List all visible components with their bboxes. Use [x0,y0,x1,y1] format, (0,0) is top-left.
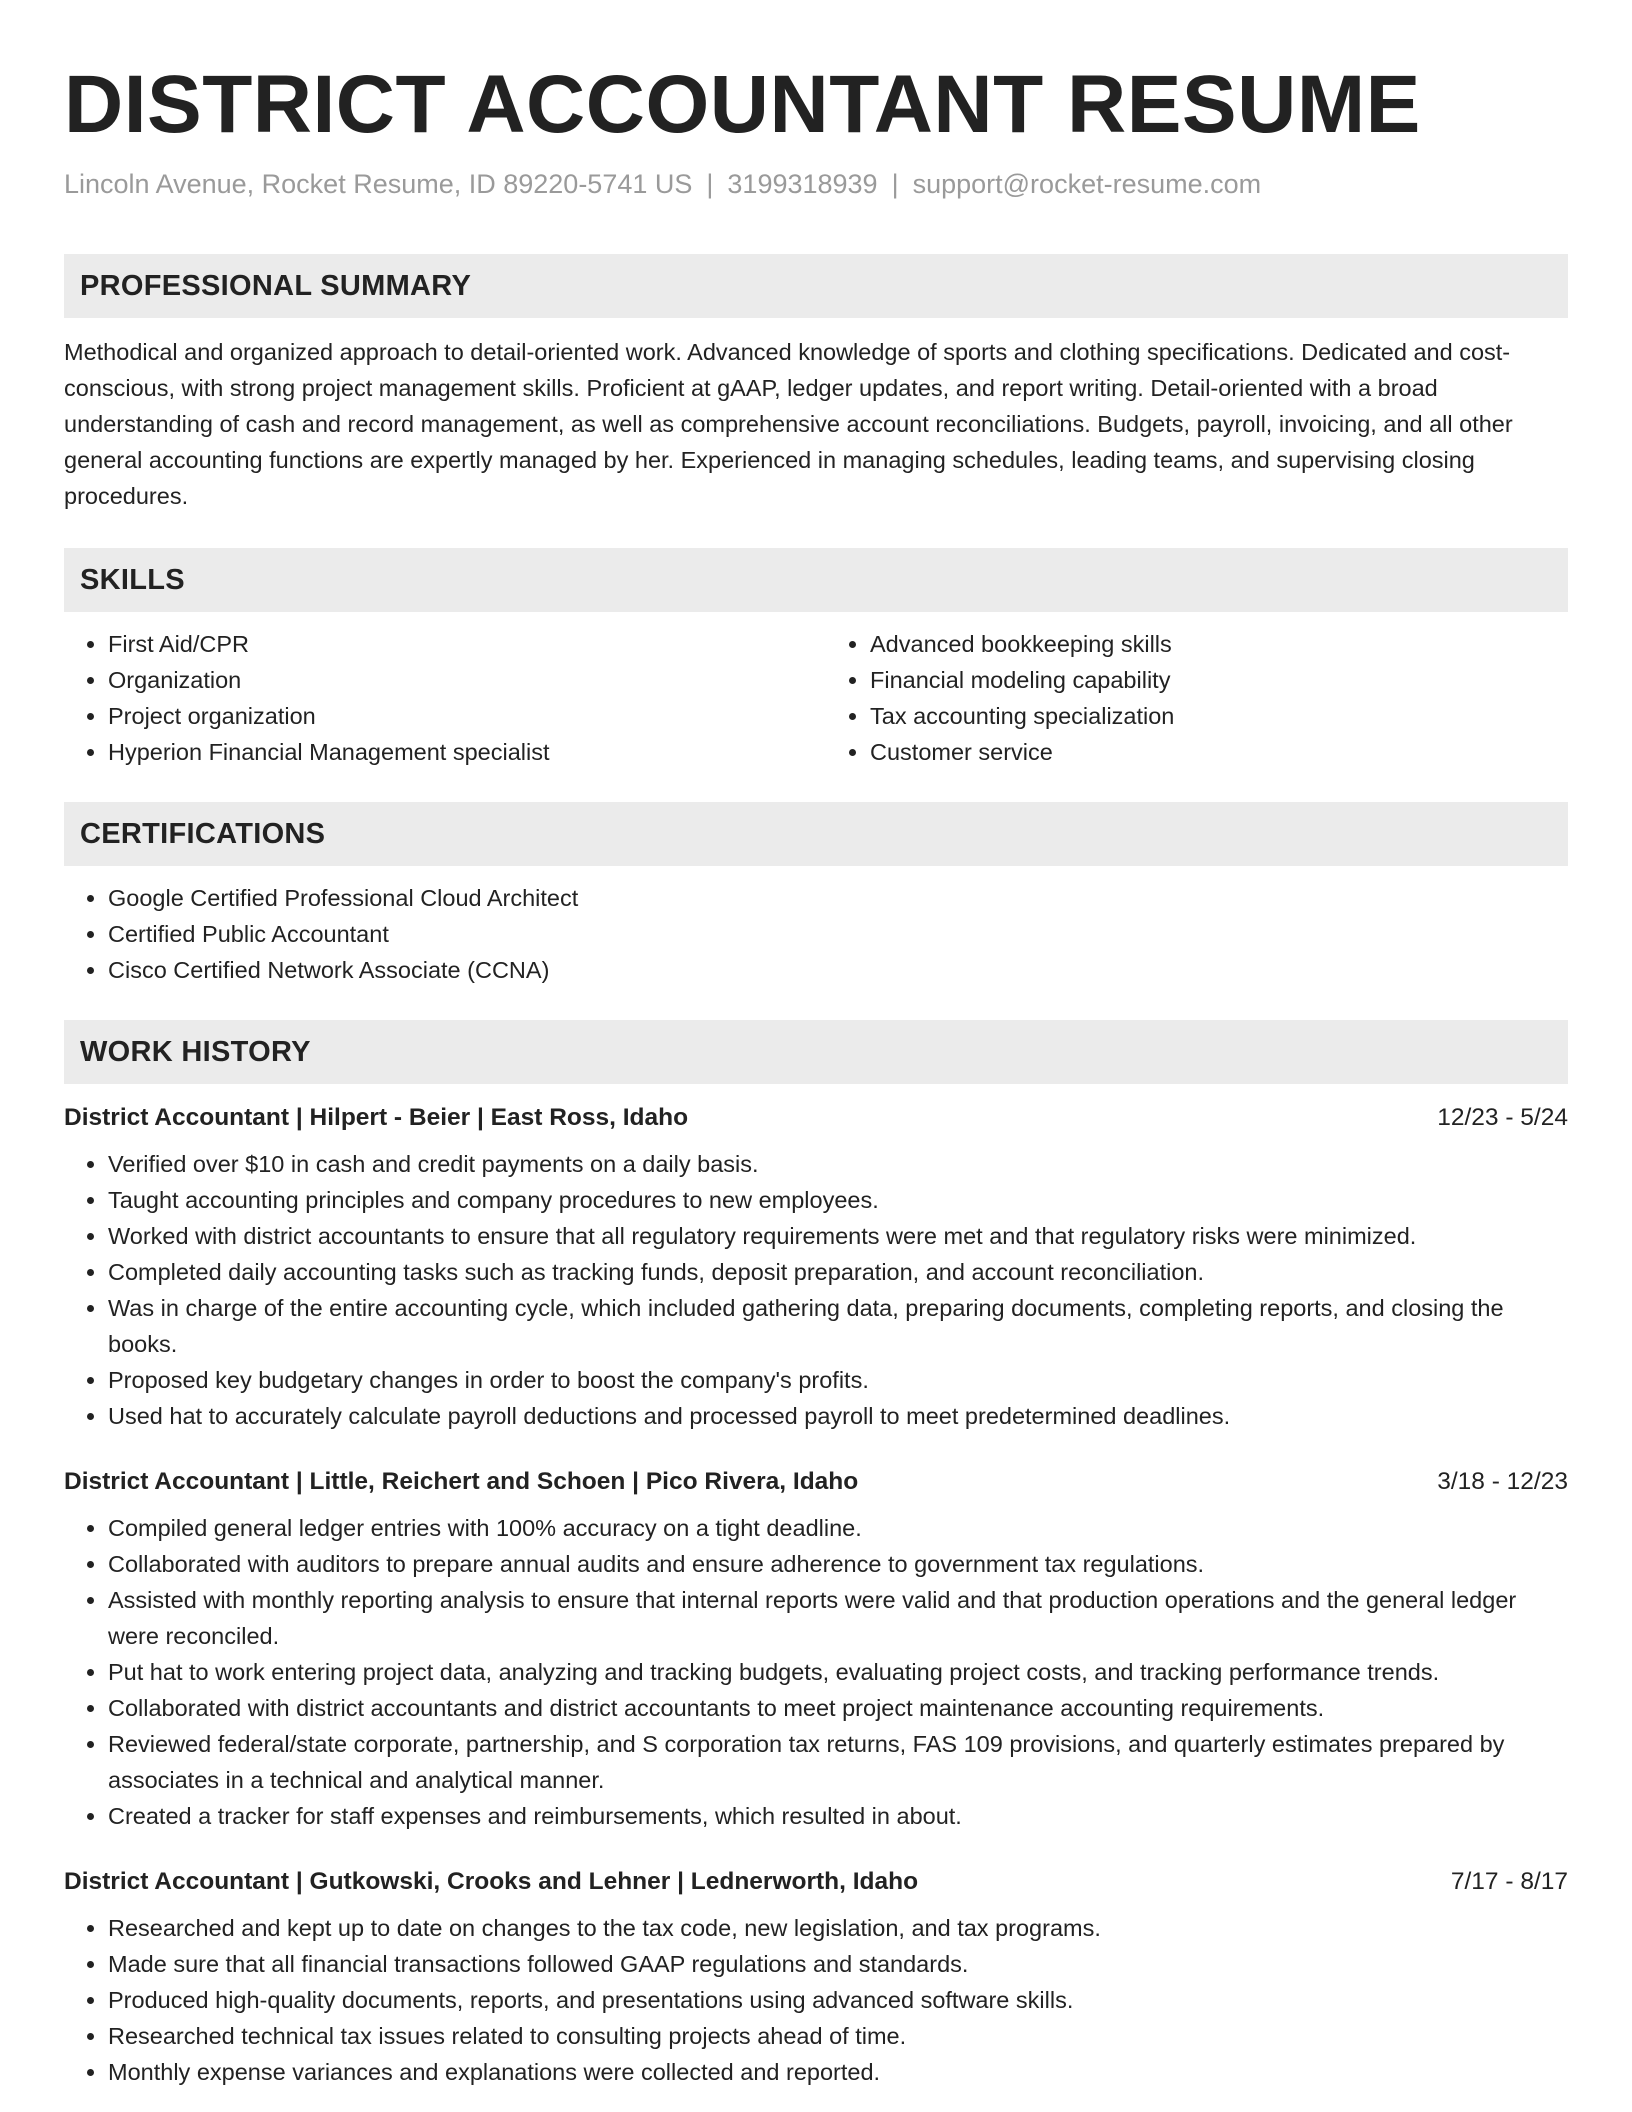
skills-grid [64,626,1568,770]
job-dates: 12/23 - 5/24 [1437,1104,1568,1131]
job-header [64,1466,1568,1498]
summary-heading: PROFESSIONAL SUMMARY [80,269,472,302]
job-duty-item: • Collaborated with auditors to prepare annual audits and ensure adherence to government tax regulations. [108,1546,1568,1582]
skills-list-left [64,626,806,770]
skill-item: • Financial modeling capability [870,662,1568,698]
contact-separator: | [891,169,899,199]
job-duty-item: • Made sure that all financial transactions followed GAAP regulations and standards. [108,1946,1568,1982]
job-entry [64,1102,1568,1434]
job-duty-item: • Assisted with monthly reporting analysis to ensure that internal reports were valid and that production operations and the general ledger were reconciled. [108,1582,1568,1654]
job-duty-item: • Monthly expense variances and explanations were collected and reported. [108,2054,1568,2090]
certifications-section-header [64,802,1568,866]
job-entry [64,1466,1568,1834]
job-duty-item: • Researched and kept up to date on changes to the tax code, new legislation, and tax programs. [108,1910,1568,1946]
skill-item: • Advanced bookkeeping skills [870,626,1568,662]
skill-item: • Organization [108,662,806,698]
skill-item: • Hyperion Financial Management specialist [108,734,806,770]
job-duty-item: • Compiled general ledger entries with 100% accuracy on a tight deadline. [108,1510,1568,1546]
job-header [64,1866,1568,1898]
job-dates: 7/17 - 8/17 [1450,1868,1568,1895]
job-duty-item: • Created a tracker for staff expenses and reimbursements, which resulted in about. [108,1798,1568,1834]
contact-line [64,166,1568,202]
job-title: District Accountant | Gutkowski, Crooks and Lehner | Lednerworth, Idaho [64,1868,919,1895]
job-duties-list [64,1510,1568,1834]
skill-item: • Tax accounting specialization [870,698,1568,734]
job-title: District Accountant | Little, Reichert and Schoen | Pico Rivera, Idaho [64,1468,859,1495]
work-history-heading: WORK HISTORY [80,1035,311,1068]
certifications-list [64,880,1568,988]
summary-section-header [64,254,1568,318]
resume-page [64,0,1568,2090]
job-duties-list [64,1910,1568,2090]
summary-text: Methodical and organized approach to detail-oriented work. Advanced knowledge of sports and clothing specifications. Dedicated and cost-conscious, with strong project management skills. Proficient at gAAP, ledger updates, and report writing. Detail-oriented with a broad understanding of cash and record management, as well as comprehensive account reconciliations. Budgets, payroll, invoicing, and all other general accounting functions are expertly managed by her. Experienced in managing schedules, leading teams, and supervising closing procedures. [64,339,1513,509]
job-duty-item: • Was in charge of the entire accounting cycle, which included gathering data, preparing documents, completing reports, and closing the books. [108,1290,1568,1362]
job-duties-list [64,1146,1568,1434]
contact-email: support@rocket-resume.com [912,169,1262,199]
job-duty-item: • Worked with district accountants to ensure that all regulatory requirements were met and that regulatory risks were minimized. [108,1218,1568,1254]
work-history-section-header [64,1020,1568,1084]
certification-item: • Cisco Certified Network Associate (CCNA) [108,952,1568,988]
contact-phone: 3199318939 [727,169,878,199]
job-duty-item: • Produced high-quality documents, reports, and presentations using advanced software skills. [108,1982,1568,2018]
job-duty-item: • Completed daily accounting tasks such as tracking funds, deposit preparation, and account reconciliation. [108,1254,1568,1290]
certification-item: • Google Certified Professional Cloud Architect [108,880,1568,916]
job-duty-item: • Researched technical tax issues related to consulting projects ahead of time. [108,2018,1568,2054]
certifications-heading: CERTIFICATIONS [80,817,326,850]
skills-section-header [64,548,1568,612]
job-duty-item: • Proposed key budgetary changes in order to boost the company's profits. [108,1362,1568,1398]
job-duty-item: • Used hat to accurately calculate payroll deductions and processed payroll to meet predetermined deadlines. [108,1398,1568,1434]
job-duty-item: • Taught accounting principles and company procedures to new employees. [108,1182,1568,1218]
resume-title: DISTRICT ACCOUNTANT RESUME [64,59,1421,150]
job-title: District Accountant | Hilpert - Beier | East Ross, Idaho [64,1104,689,1131]
skills-list-right [826,626,1568,770]
job-entry [64,1866,1568,2090]
skill-item: • Project organization [108,698,806,734]
job-duty-item: • Collaborated with district accountants and district accountants to meet project maintenance accounting requirements. [108,1690,1568,1726]
skills-heading: SKILLS [80,563,185,596]
job-header [64,1102,1568,1134]
work-history-list [64,1102,1568,2090]
contact-separator: | [706,169,714,199]
job-duty-item: • Put hat to work entering project data, analyzing and tracking budgets, evaluating project costs, and tracking performance trends. [108,1654,1568,1690]
job-dates: 3/18 - 12/23 [1437,1468,1568,1495]
job-duty-item: • Reviewed federal/state corporate, partnership, and S corporation tax returns, FAS 109 provisions, and quarterly estimates prepared by associates in a technical and analytical manner. [108,1726,1568,1798]
skill-item: • First Aid/CPR [108,626,806,662]
certification-item: • Certified Public Accountant [108,916,1568,952]
contact-address: Lincoln Avenue, Rocket Resume, ID 89220-5741 US [64,169,693,199]
skill-item: • Customer service [870,734,1568,770]
job-duty-item: • Verified over $10 in cash and credit payments on a daily basis. [108,1146,1568,1182]
